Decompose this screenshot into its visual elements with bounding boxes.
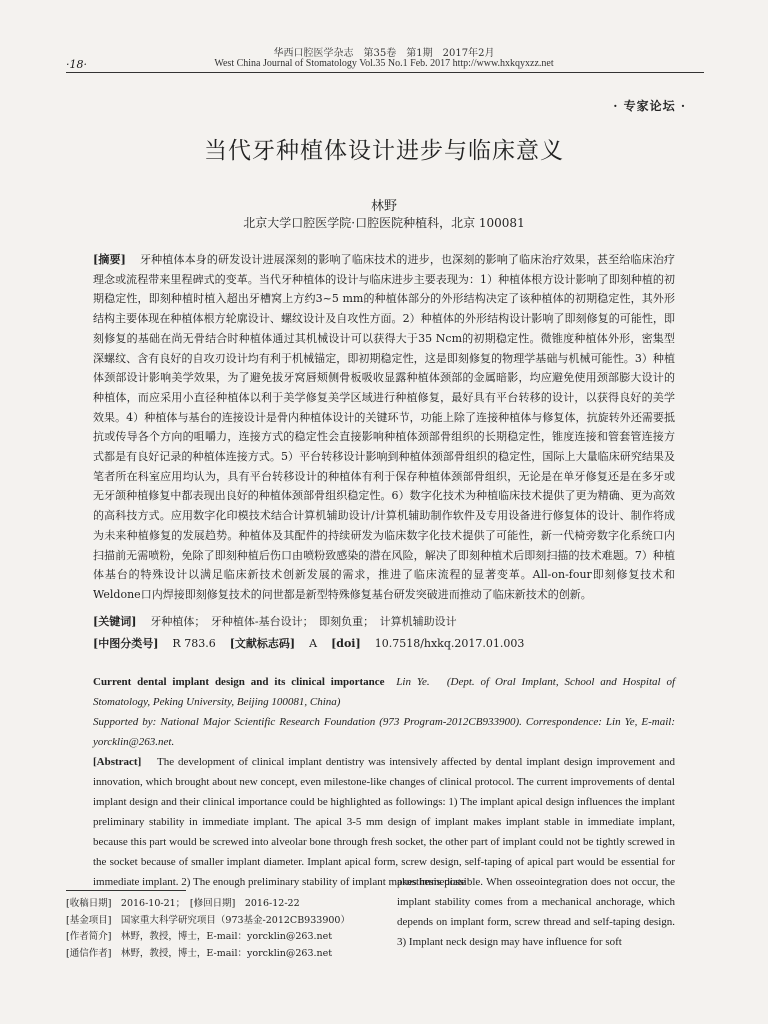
clc-label: [中图分类号]	[93, 637, 159, 650]
footnote-corresponding: [通信作者] 林野，教授，博士，E-mail：yorcklin@263.net	[66, 947, 333, 959]
doi-label: [doi]	[331, 637, 361, 650]
footnote-funding: [基金项目] 国家重大科学研究项目（973基金-2012CB933900）	[66, 914, 350, 926]
english-title-block	[93, 672, 675, 712]
page-number: ·18·	[66, 58, 87, 71]
header-rule	[66, 72, 704, 73]
abstract-cn-text: 牙种植体本身的研发设计进展深刻的影响了临床技术的进步，也深刻的影响了临床治疗效果，甚至给临床治疗理念或流程带来里程碑式的变革。当代牙种植体的设计与临床进步主要表现为：1）种植体根方设计影响了即刻种植的初期稳定性，即刻种植时植入超出牙槽窝上方约3~5 mm的种植体部分的外形结构决定了该种植体的初期稳定性，其外形结构主要体现在种植体根方轮廓设计、螺纹设计及自攻性方面。2）种植体的外形结构设计影响了即刻修复的可能性，即刻修复的基础在尚无骨结合时种植体通过其机械设计可以获得大于35 Ncm的初期稳定性。微锥度种植体外形，密集型深螺纹、含有良好的自攻刃设计均有利于机械锚定，即初期稳定性，这是即刻修复的物理学基础与机械可能性。3）种植体颈部设计影响美学效果，为了避免拔牙窝唇颊侧骨板吸收显露种植体颈部的金属暗影，均应避免使用颈部膨大设计的种植体，而应采用小直径种植体以利于美学修复美学区域进行种植修复，最好具有平台转移的设计，以获得良好的美学效果。4）种植体与基台的连接设计是骨内种植体设计的关键环节，功能上除了连接种植体与修复体，抗旋转外还需要抵抗或传导各个方向的咀嚼力，连接方式的稳定性会直接影响种植体颈部骨组织的长期稳定性，锥度连接和管套管连接方式都是有良好记录的种植体连接方式。5）平台转移设计影响到种植体颈部骨组织的稳定性，国际上大量临床研究结果及笔者所在科室应用均认为，具有平台转移设计的种植体有利于保存种植体颈部骨组织，无论是在单牙修复还是在多牙或无牙颌种植修复中都表现出良好的种植体颈部骨组织稳定性。6）数字化技术为种植临床技术提供了更为精确、更为高效的高科技方式。应用数字化印模技术结合计算机辅助设计/计算机辅助制作软件及专用设备进行修复体的设计、制作将成为未来种植修复的发展趋势。种植体及其配件的持续研发为临床数字化技术提供了可能性，新一代椅旁数字化系统口内扫描前无需喷粉，免除了即刻种植后伤口由喷粉致感染的潜在风险，解决了即刻种植术后即刻扫描的技术难题。7）种植体基台的特殊设计以满足临床新技术创新发展的需求，推进了临床流程的显著变革。All-on-four即刻修复技术和Weldone口内焊接即刻修复技术的问世都是新型特殊修复基台研发突破进而推动了临床新技术的创新。	[93, 253, 675, 601]
article-title-cn: 当代牙种植体设计进步与临床意义	[204, 138, 564, 164]
keywords-cn	[93, 612, 675, 632]
footnote-received: [收稿日期] 2016-10-21； [修回日期] 2016-12-22	[66, 898, 300, 909]
clc-value: R 783.6	[172, 637, 216, 650]
english-abstract	[93, 752, 675, 892]
english-abstract-text-1: The development of clinical implant dentistry was intensively affected by dental implant design improvement and innovation, which brought about new concept, even milestone-like changes of clinical protocol. The current improvements of dental implant design and their clinical importance could be highlighted as followings: 1) The implant apical design influences the implant preliminary stability in immediate implant. The apical 3-5 mm design of implant makes implant stable in immediate implant, because this part would be screwed into alveolar bone through fresh socket, the other part of implant could not be tightly screwed in the socket because of smaller implant diameter. Implant apical form, screw design, self-taping of apical part would be essential for immediate implant. 2) The enough preliminary stability of implant makes immediate	[93, 756, 675, 888]
footnote-rule	[66, 890, 186, 891]
english-support: Supported by: National Major Scientific Research Foundation (973 Program-2012CB933900). Correspondence: Lin Ye, E-mail: yorcklin@263.net.	[93, 716, 675, 748]
abstract-cn	[93, 250, 675, 605]
doc-code-label: [文献标志码]	[229, 637, 296, 650]
doc-code-value: A	[309, 637, 318, 650]
english-abstract-label: [Abstract]	[93, 756, 142, 768]
footnote-author-bio: [作者简介] 林野，教授，博士，E-mail：yorcklin@263.net	[66, 931, 333, 942]
keywords-cn-text: 牙种植体； 牙种植体-基台设计； 即刻负重； 计算机辅助设计	[150, 615, 457, 628]
journal-header-cn: 华西口腔医学杂志 第35卷 第1期 2017年2月	[273, 48, 495, 59]
english-abstract-continued: prosthesis possible. When osseointegration does not occur, the implant stability comes from a mechanical anchorage, which depends on implant form, screw thread and self-taping design. 3) Implant neck design may have influence for soft	[397, 876, 675, 948]
doi-value: 10.7518/hxkq.2017.01.003	[374, 637, 525, 650]
affiliation-cn: 北京大学口腔医学院·口腔医院种植科，北京 100081	[243, 216, 525, 230]
english-author-affiliation: Lin Ye. (Dept. of Oral Implant, School and Hospital of Stomatology, Peking University, Beijing 100081, China)	[93, 676, 675, 708]
footnotes	[66, 896, 386, 962]
author-cn: 林野	[370, 199, 397, 214]
journal-header-en: West China Journal of Stomatology Vol.35 No.1 Feb. 2017 http://www.hxkqyxzz.net	[214, 58, 554, 69]
classification-cn	[93, 634, 675, 654]
keywords-cn-label: [关键词]	[93, 615, 137, 628]
english-title: Current dental implant design and its clinical importance	[93, 676, 385, 688]
section-tag: · 专家论坛 ·	[613, 99, 686, 113]
abstract-cn-label: [摘要]	[93, 253, 126, 266]
